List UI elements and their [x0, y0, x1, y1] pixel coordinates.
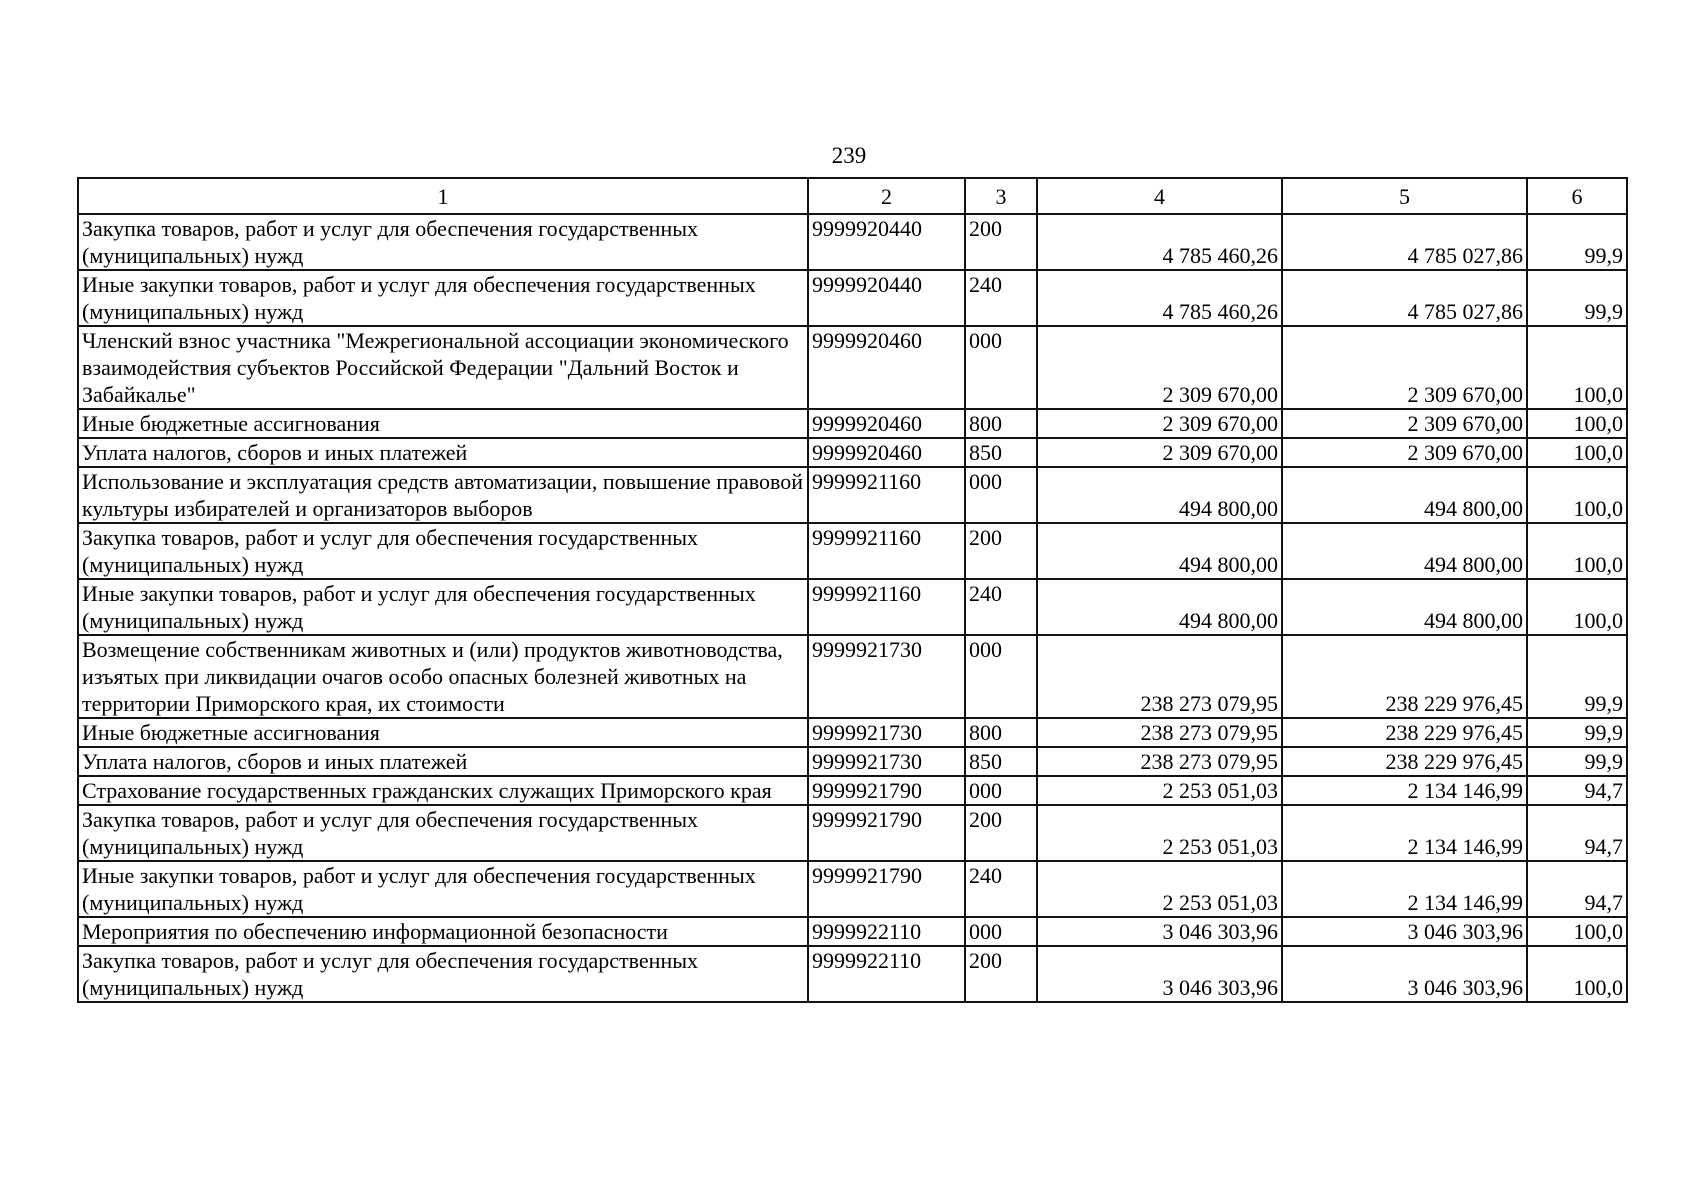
row-code-cell: 9999920440: [808, 214, 965, 270]
row-type-cell: 850: [965, 438, 1037, 467]
row-code-cell: 9999921730: [808, 635, 965, 718]
row-code-cell: 9999921790: [808, 805, 965, 861]
row-percent-cell: 94,7: [1527, 776, 1627, 805]
table-row: [78, 523, 1627, 579]
row-plan-amount-cell: 238 273 079,95: [1037, 747, 1282, 776]
table-row: [78, 776, 1627, 805]
row-percent-cell: 100,0: [1527, 409, 1627, 438]
row-plan-amount-cell: 2 309 670,00: [1037, 438, 1282, 467]
row-name-cell: Закупка товаров, работ и услуг для обеспечения государственных (муниципальных) нужд: [78, 214, 808, 270]
row-name-cell: Иные бюджетные ассигнования: [78, 409, 808, 438]
row-type-cell: 800: [965, 718, 1037, 747]
row-actual-amount-cell: 4 785 027,86: [1282, 214, 1527, 270]
row-name-cell: Мероприятия по обеспечению информационной безопасности: [78, 917, 808, 946]
row-actual-amount-cell: 238 229 976,45: [1282, 718, 1527, 747]
row-code-cell: 9999921790: [808, 861, 965, 917]
row-actual-amount-cell: 238 229 976,45: [1282, 635, 1527, 718]
budget-table: [77, 177, 1628, 1003]
row-plan-amount-cell: 3 046 303,96: [1037, 917, 1282, 946]
row-percent-cell: 99,9: [1527, 214, 1627, 270]
row-code-cell: 9999920440: [808, 270, 965, 326]
row-percent-cell: 100,0: [1527, 467, 1627, 523]
row-percent-cell: 99,9: [1527, 747, 1627, 776]
row-type-cell: 000: [965, 917, 1037, 946]
row-actual-amount-cell: 2 134 146,99: [1282, 776, 1527, 805]
row-actual-amount-cell: 238 229 976,45: [1282, 747, 1527, 776]
row-plan-amount-cell: 494 800,00: [1037, 467, 1282, 523]
row-percent-cell: 100,0: [1527, 946, 1627, 1002]
row-type-cell: 000: [965, 635, 1037, 718]
table-row: [78, 805, 1627, 861]
row-name-cell: Иные закупки товаров, работ и услуг для обеспечения государственных (муниципальных) нужд: [78, 270, 808, 326]
row-type-cell: 240: [965, 579, 1037, 635]
row-plan-amount-cell: 494 800,00: [1037, 579, 1282, 635]
table-row: [78, 214, 1627, 270]
row-percent-cell: 99,9: [1527, 270, 1627, 326]
row-name-cell: Иные закупки товаров, работ и услуг для обеспечения государственных (муниципальных) нужд: [78, 861, 808, 917]
row-type-cell: 000: [965, 776, 1037, 805]
column-header-3: 3: [965, 178, 1037, 214]
table-row: [78, 635, 1627, 718]
column-header-1: 1: [78, 178, 808, 214]
row-plan-amount-cell: 238 273 079,95: [1037, 635, 1282, 718]
table-row: [78, 747, 1627, 776]
row-percent-cell: 100,0: [1527, 917, 1627, 946]
column-header-2: 2: [808, 178, 965, 214]
row-actual-amount-cell: 494 800,00: [1282, 467, 1527, 523]
column-header-6: 6: [1527, 178, 1627, 214]
row-actual-amount-cell: 3 046 303,96: [1282, 946, 1527, 1002]
row-plan-amount-cell: 2 253 051,03: [1037, 861, 1282, 917]
row-actual-amount-cell: 2 134 146,99: [1282, 861, 1527, 917]
row-type-cell: 800: [965, 409, 1037, 438]
row-plan-amount-cell: 4 785 460,26: [1037, 214, 1282, 270]
row-name-cell: Использование и эксплуатация средств автоматизации, повышение правовой культуры избирателей и организаторов выборов: [78, 467, 808, 523]
row-percent-cell: 100,0: [1527, 326, 1627, 409]
row-name-cell: Членский взнос участника "Межрегиональной ассоциации экономического взаимодействия субъектов Российской Федерации "Дальний Восток и Забайкалье": [78, 326, 808, 409]
table-row: [78, 270, 1627, 326]
table-row: [78, 409, 1627, 438]
table-row: [78, 946, 1627, 1002]
row-plan-amount-cell: 4 785 460,26: [1037, 270, 1282, 326]
row-code-cell: 9999921160: [808, 467, 965, 523]
row-name-cell: Закупка товаров, работ и услуг для обеспечения государственных (муниципальных) нужд: [78, 946, 808, 1002]
row-plan-amount-cell: 2 309 670,00: [1037, 409, 1282, 438]
row-code-cell: 9999920460: [808, 438, 965, 467]
row-type-cell: 240: [965, 270, 1037, 326]
row-name-cell: Закупка товаров, работ и услуг для обеспечения государственных (муниципальных) нужд: [78, 805, 808, 861]
row-name-cell: Страхование государственных гражданских служащих Приморского края: [78, 776, 808, 805]
row-percent-cell: 99,9: [1527, 635, 1627, 718]
row-code-cell: 9999922110: [808, 917, 965, 946]
row-type-cell: 200: [965, 214, 1037, 270]
row-code-cell: 9999921160: [808, 579, 965, 635]
row-name-cell: Возмещение собственникам животных и (или) продуктов животноводства, изъятых при ликвидации очагов особо опасных болезней животных на территории Приморского края, их стоимости: [78, 635, 808, 718]
table-row: [78, 861, 1627, 917]
table-row: [78, 438, 1627, 467]
row-percent-cell: 100,0: [1527, 523, 1627, 579]
row-name-cell: Закупка товаров, работ и услуг для обеспечения государственных (муниципальных) нужд: [78, 523, 808, 579]
table-row: [78, 467, 1627, 523]
row-type-cell: 200: [965, 805, 1037, 861]
row-code-cell: 9999921730: [808, 718, 965, 747]
row-type-cell: 200: [965, 946, 1037, 1002]
row-type-cell: 000: [965, 326, 1037, 409]
row-plan-amount-cell: 2 253 051,03: [1037, 805, 1282, 861]
row-plan-amount-cell: 238 273 079,95: [1037, 718, 1282, 747]
table-row: [78, 579, 1627, 635]
row-actual-amount-cell: 494 800,00: [1282, 579, 1527, 635]
row-percent-cell: 100,0: [1527, 438, 1627, 467]
row-code-cell: 9999921790: [808, 776, 965, 805]
row-plan-amount-cell: 494 800,00: [1037, 523, 1282, 579]
row-actual-amount-cell: 2 309 670,00: [1282, 326, 1527, 409]
row-type-cell: 240: [965, 861, 1037, 917]
row-plan-amount-cell: 2 253 051,03: [1037, 776, 1282, 805]
row-percent-cell: 100,0: [1527, 579, 1627, 635]
row-actual-amount-cell: 2 134 146,99: [1282, 805, 1527, 861]
row-code-cell: 9999920460: [808, 409, 965, 438]
row-percent-cell: 94,7: [1527, 861, 1627, 917]
row-percent-cell: 99,9: [1527, 718, 1627, 747]
column-header-4: 4: [1037, 178, 1282, 214]
row-type-cell: 850: [965, 747, 1037, 776]
row-actual-amount-cell: 3 046 303,96: [1282, 917, 1527, 946]
table-header-row: [78, 178, 1627, 214]
row-percent-cell: 94,7: [1527, 805, 1627, 861]
row-code-cell: 9999922110: [808, 946, 965, 1002]
row-name-cell: Уплата налогов, сборов и иных платежей: [78, 438, 808, 467]
table-row: [78, 917, 1627, 946]
row-actual-amount-cell: 494 800,00: [1282, 523, 1527, 579]
page-number: 239: [831, 143, 867, 168]
table-body: [78, 214, 1627, 1002]
row-name-cell: Иные закупки товаров, работ и услуг для обеспечения государственных (муниципальных) нужд: [78, 579, 808, 635]
row-plan-amount-cell: 2 309 670,00: [1037, 326, 1282, 409]
row-name-cell: Иные бюджетные ассигнования: [78, 718, 808, 747]
column-header-5: 5: [1282, 178, 1527, 214]
table-row: [78, 326, 1627, 409]
row-type-cell: 200: [965, 523, 1037, 579]
row-code-cell: 9999921160: [808, 523, 965, 579]
row-name-cell: Уплата налогов, сборов и иных платежей: [78, 747, 808, 776]
row-type-cell: 000: [965, 467, 1037, 523]
row-actual-amount-cell: 2 309 670,00: [1282, 409, 1527, 438]
row-actual-amount-cell: 2 309 670,00: [1282, 438, 1527, 467]
row-actual-amount-cell: 4 785 027,86: [1282, 270, 1527, 326]
row-code-cell: 9999920460: [808, 326, 965, 409]
table-row: [78, 718, 1627, 747]
row-plan-amount-cell: 3 046 303,96: [1037, 946, 1282, 1002]
row-code-cell: 9999921730: [808, 747, 965, 776]
